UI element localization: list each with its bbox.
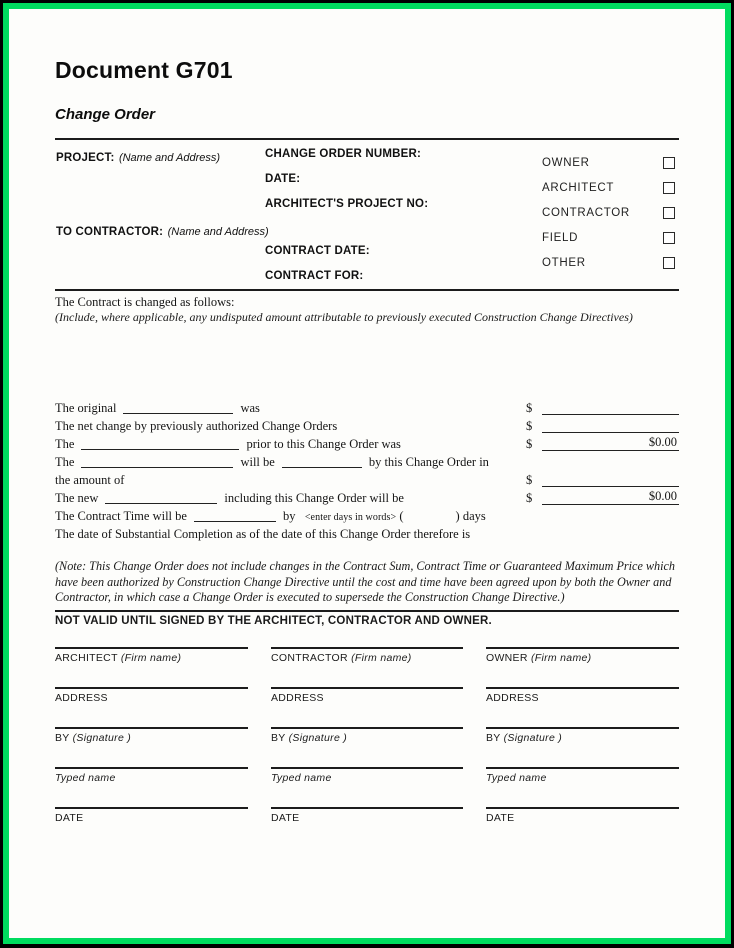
dollar-sign: $	[526, 473, 533, 487]
contract-changed-instruction: (Include, where applicable, any undisputed amount attributable to previously executed Construction Change Directives)	[55, 310, 633, 324]
section-divider-contract	[55, 289, 679, 291]
contractor-date-field[interactable]: DATE	[271, 807, 463, 847]
contractor-signature-field[interactable]: BY (Signature )	[271, 727, 463, 767]
owner-date-field[interactable]: DATE	[486, 807, 679, 847]
distribution-column	[542, 150, 675, 275]
paren-close-days: ) days	[455, 509, 486, 523]
contractor-typed-name-field[interactable]: Typed name	[271, 767, 463, 807]
original-sum-type-blank[interactable]	[123, 402, 233, 414]
form-page	[3, 3, 731, 944]
line-text: the amount of	[55, 473, 125, 487]
line-text: will be	[240, 455, 275, 469]
owner-typed-name-field[interactable]: Typed name	[486, 767, 679, 807]
line-text: by this Change Order in	[368, 455, 489, 469]
line-text: The net change by previously authorized Change Orders	[55, 419, 338, 433]
prior-sum-amount-field[interactable]: $0.00	[542, 435, 679, 451]
contractor-checkbox[interactable]	[663, 207, 675, 219]
date-field[interactable]: DATE:	[265, 173, 301, 185]
days-in-words-hint[interactable]: <enter days in words>	[304, 512, 397, 523]
line-text: The new	[55, 491, 99, 505]
line-text: was	[240, 401, 260, 415]
sum-line-original	[55, 399, 679, 417]
line-text: The original	[55, 401, 117, 415]
net-change-amount-field[interactable]	[542, 417, 679, 433]
paren-open: (	[399, 509, 404, 523]
owner-address-field[interactable]: ADDRESS	[486, 687, 679, 727]
owner-firm-name-field[interactable]: OWNER (Firm name)	[486, 647, 679, 687]
dollar-sign: $	[526, 401, 533, 415]
architects-project-no-field[interactable]: ARCHITECT'S PROJECT NO:	[265, 198, 429, 210]
distribution-row-contractor: CONTRACTOR	[542, 200, 675, 225]
line-text: The	[55, 437, 75, 451]
contract-sum-section	[55, 399, 679, 543]
owner-signature-field[interactable]: BY (Signature )	[486, 727, 679, 767]
sum-line-prior	[55, 435, 679, 453]
signature-section	[55, 647, 679, 847]
contractor-address-field[interactable]: ADDRESS	[271, 687, 463, 727]
substantial-completion-line	[55, 525, 679, 543]
info-section	[55, 140, 679, 289]
owner-checkbox[interactable]	[663, 157, 675, 169]
line-text: prior to this Change Order was	[246, 437, 401, 451]
dollar-sign: $	[526, 437, 533, 451]
contract-for-field[interactable]: CONTRACT FOR:	[265, 270, 364, 282]
prior-sum-type-blank[interactable]	[81, 438, 239, 450]
sum-line-net-change	[55, 417, 679, 435]
architect-typed-name-field[interactable]: Typed name	[55, 767, 248, 807]
architect-date-field[interactable]: DATE	[55, 807, 248, 847]
architect-firm-name-field[interactable]: ARCHITECT (Firm name)	[55, 647, 248, 687]
line-text: The	[55, 455, 75, 469]
page-subtitle: Change Order	[55, 106, 156, 123]
original-sum-amount-field[interactable]	[542, 399, 679, 415]
new-sum-type-blank[interactable]	[105, 492, 217, 504]
new-sum-amount-field[interactable]: $0.00	[542, 489, 679, 505]
project-field-label[interactable]: PROJECT: (Name and Address)	[56, 152, 221, 164]
distribution-row-architect: ARCHITECT	[542, 175, 675, 200]
increase-decrease-blank[interactable]	[282, 456, 362, 468]
contract-changed-heading: The Contract is changed as follows:	[55, 295, 235, 309]
line-text[interactable]: The date of Substantial Completion as of the date of this Change Order therefore is	[55, 527, 471, 541]
dollar-sign: $	[526, 419, 533, 433]
change-description-area[interactable]	[55, 325, 679, 399]
sum-line-new	[55, 489, 679, 507]
note-paragraph: (Note: This Change Order does not include changes in the Contract Sum, Contract Time or Guaranteed Maximum Price which have been authorized by Construction Change Directive until the cost and time have been agreed upon by both the Owner and Contractor, in which case a Change Order is executed to supersede the Construction Change Directive.)	[55, 559, 676, 605]
dollar-sign: $	[526, 491, 533, 505]
contract-time-line	[55, 507, 679, 525]
architect-checkbox[interactable]	[663, 182, 675, 194]
distribution-row-field: FIELD	[542, 225, 675, 250]
change-order-number-field[interactable]: CHANGE ORDER NUMBER:	[265, 148, 422, 160]
architect-signature-field[interactable]: BY (Signature )	[55, 727, 248, 767]
contract-date-field[interactable]: CONTRACT DATE:	[265, 245, 370, 257]
distribution-row-other: OTHER	[542, 250, 675, 275]
will-be-sum-type-blank[interactable]	[81, 456, 233, 468]
field-checkbox[interactable]	[663, 232, 675, 244]
other-checkbox[interactable]	[663, 257, 675, 269]
not-valid-statement: NOT VALID UNTIL SIGNED BY THE ARCHITECT, CONTRACTOR AND OWNER.	[55, 614, 492, 627]
change-amount-field[interactable]	[542, 471, 679, 487]
page-title: Document G701	[55, 57, 233, 83]
distribution-row-owner: OWNER	[542, 150, 675, 175]
line-text: including this Change Order will be	[224, 491, 404, 505]
sum-line-will-be	[55, 453, 679, 471]
sum-line-amount-of	[55, 471, 679, 489]
to-contractor-field-label[interactable]: TO CONTRACTOR: (Name and Address)	[56, 226, 269, 238]
contractor-firm-name-field[interactable]: CONTRACTOR (Firm name)	[271, 647, 463, 687]
architect-address-field[interactable]: ADDRESS	[55, 687, 248, 727]
time-change-blank[interactable]	[194, 510, 276, 522]
line-text: by	[282, 509, 296, 523]
line-text: The Contract Time will be	[55, 509, 187, 523]
